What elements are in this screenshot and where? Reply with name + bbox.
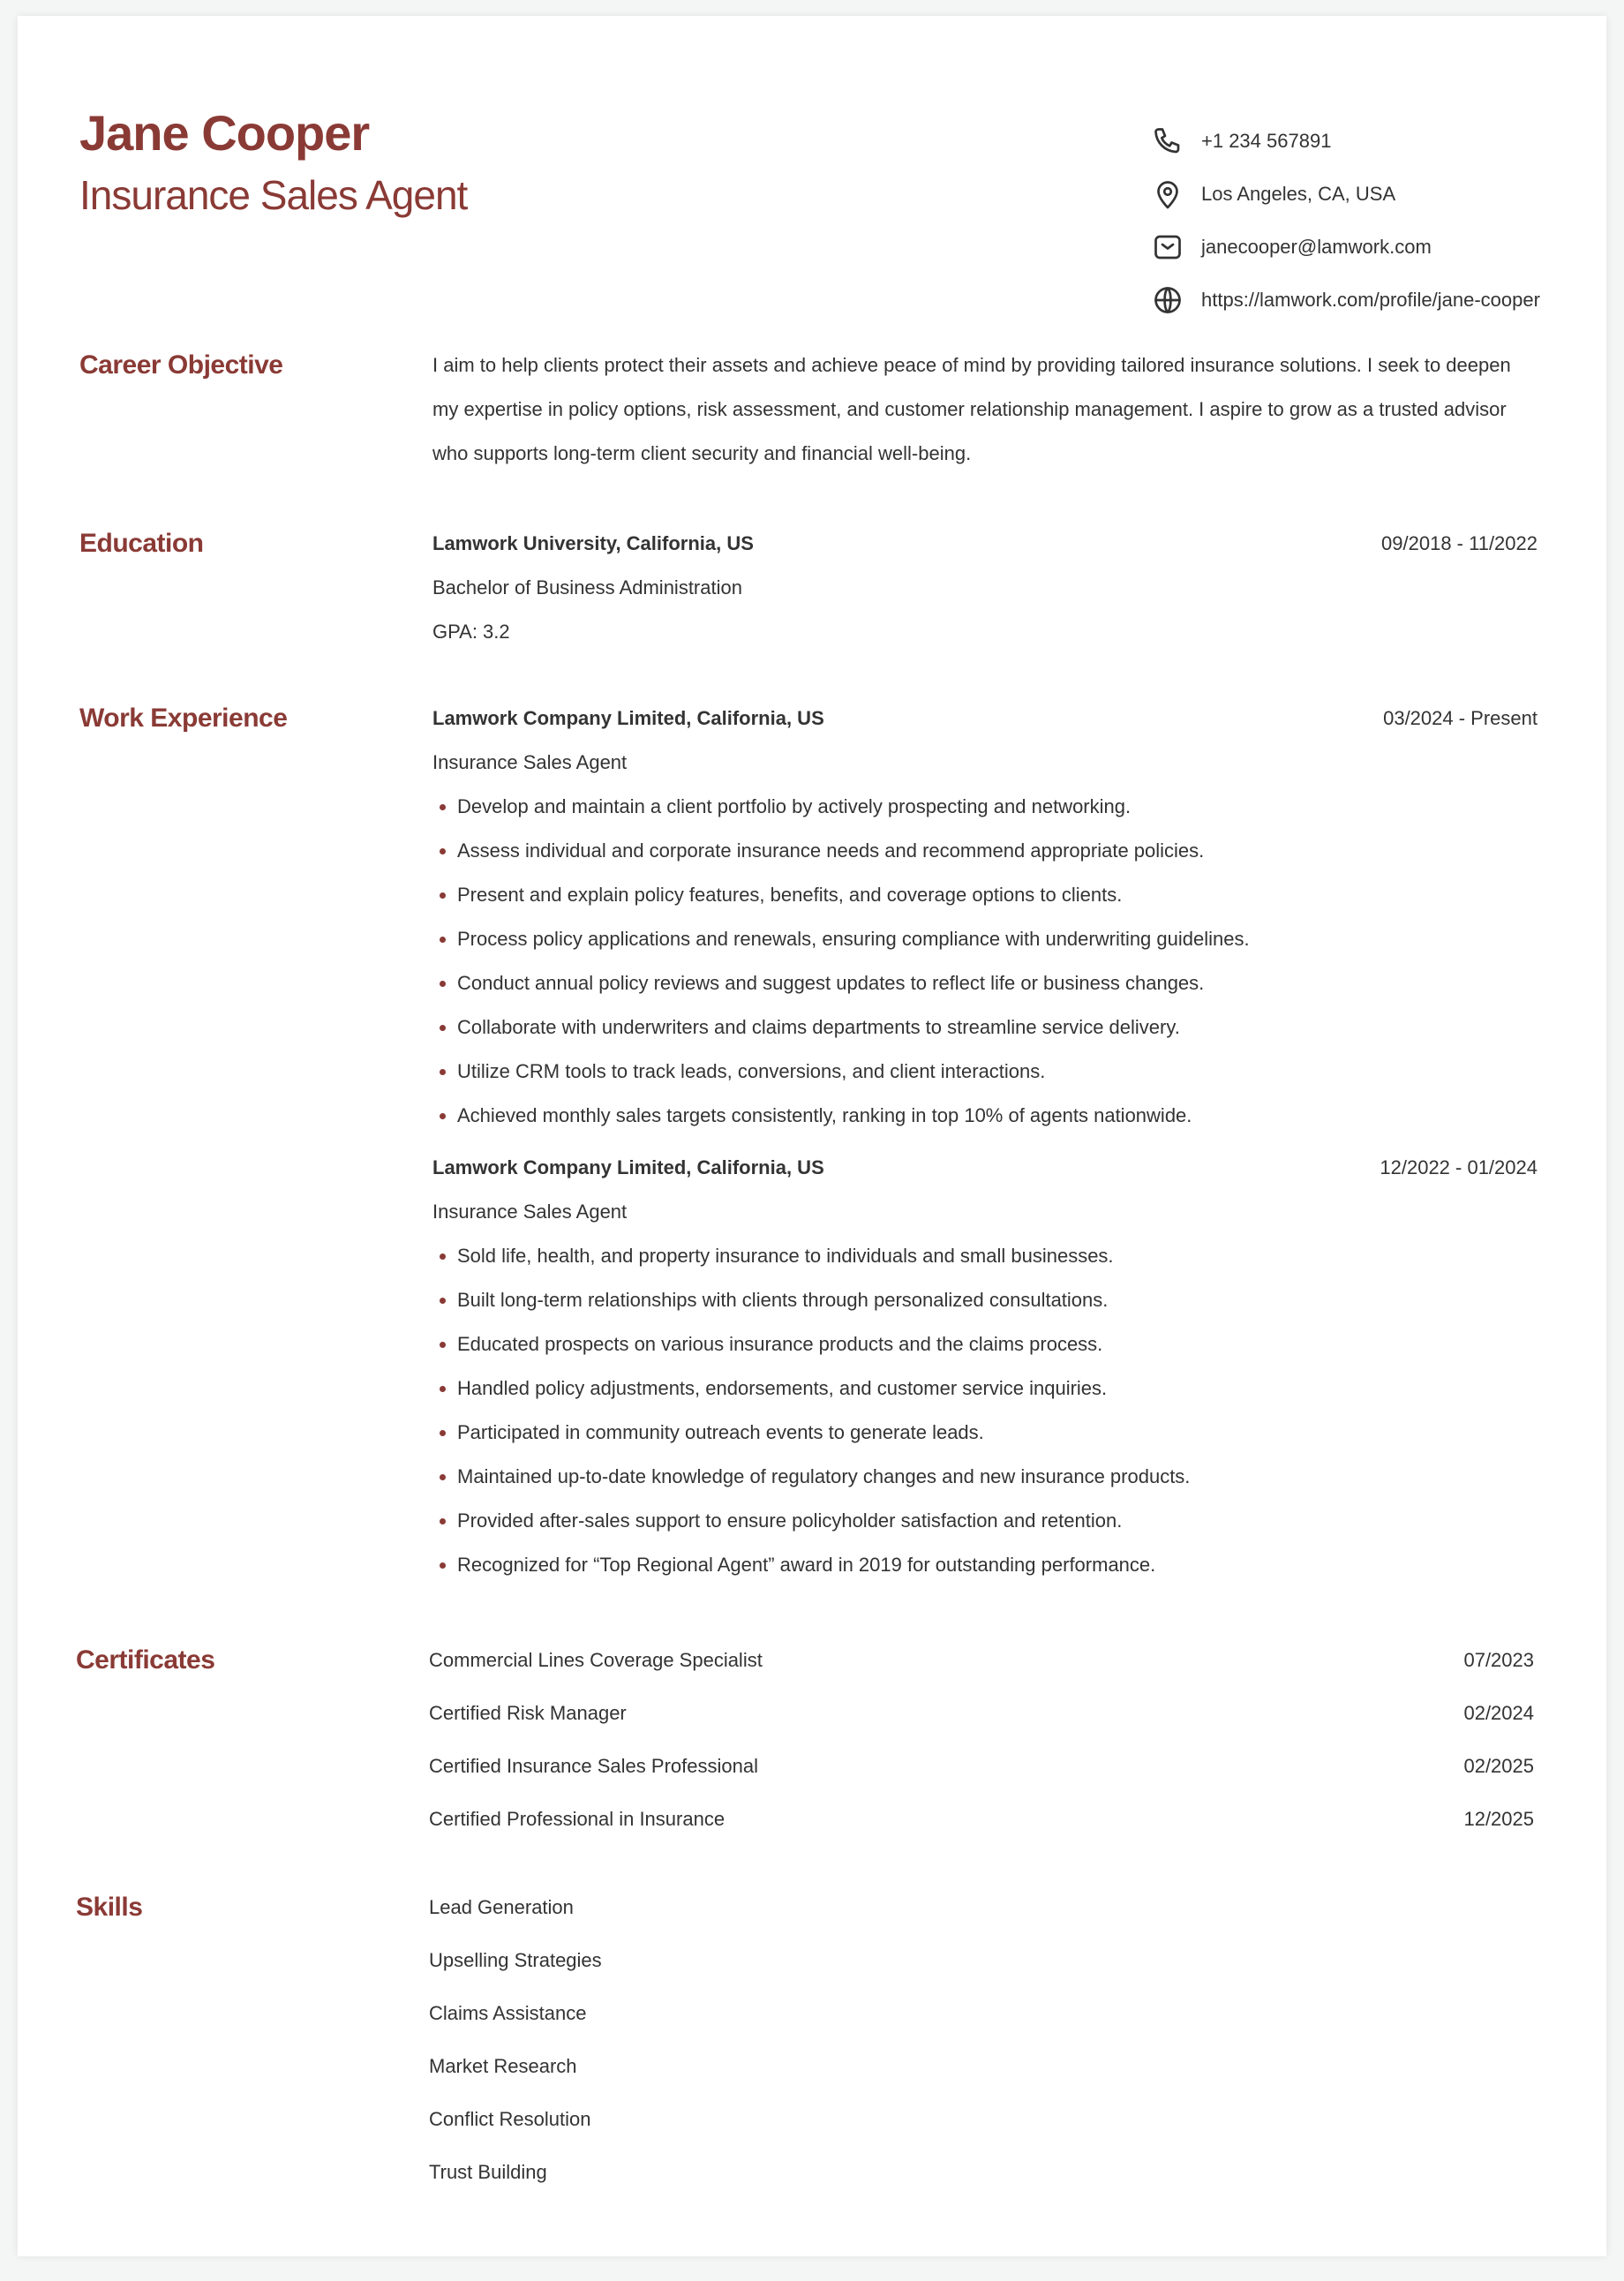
job-header (432, 1146, 1538, 1190)
list-item: Handled policy adjustments, endorsements, and customer service inquiries. (432, 1366, 1538, 1411)
responsibility-list (432, 785, 1538, 1138)
degree: Bachelor of Business Administration (432, 576, 742, 598)
list-item: Achieved monthly sales targets consistently, ranking in top 10% of agents nationwide. (432, 1094, 1538, 1138)
contact-email (1152, 221, 1540, 274)
job-header (432, 696, 1538, 741)
phone-icon (1152, 125, 1184, 157)
company-name: Lamwork Company Limited, California, US (432, 1156, 824, 1178)
list-item: Maintained up-to-date knowledge of regulatory changes and new insurance products. (432, 1455, 1538, 1499)
job-dates: 03/2024 - Present (1383, 707, 1538, 729)
contact-phone (1152, 115, 1540, 168)
job-role: Insurance Sales Agent (432, 1201, 628, 1223)
resume-page (18, 16, 1606, 2256)
job-entry (432, 1146, 1538, 1587)
section-heading: Certificates (76, 1645, 215, 1675)
phone-text: +1 234 567891 (1201, 130, 1332, 152)
skill-item: Lead Generation (429, 1896, 574, 1918)
skill-item: Trust Building (429, 2161, 547, 2183)
website-link[interactable]: https://lamwork.com/profile/jane-cooper (1201, 289, 1540, 311)
globe-icon (1152, 284, 1184, 316)
certificate-row (429, 1687, 1534, 1740)
education-dates: 09/2018 - 11/2022 (1381, 532, 1538, 554)
certificate-name: Certified Insurance Sales Professional (429, 1755, 758, 1777)
certificate-row (429, 1740, 1534, 1793)
job-dates: 12/2022 - 01/2024 (1380, 1156, 1538, 1178)
candidate-name: Jane Cooper (79, 105, 370, 161)
skill-item: Claims Assistance (429, 2002, 587, 2024)
list-item: Develop and maintain a client portfolio by actively prospecting and networking. (432, 785, 1538, 829)
list-item: Sold life, health, and property insurance to individuals and small businesses. (432, 1234, 1538, 1278)
list-item: Educated prospects on various insurance products and the claims process. (432, 1322, 1538, 1366)
contact-website (1152, 274, 1540, 327)
list-item: Present and explain policy features, benefits, and coverage options to clients. (432, 873, 1538, 917)
job-role: Insurance Sales Agent (432, 751, 628, 773)
job-role-row (432, 741, 1538, 785)
email-link[interactable]: janecooper@lamwork.com (1201, 236, 1432, 258)
objective-text: I aim to help clients protect their assets and achieve peace of mind by providing tailored insurance solutions. I seek to deepen my expertise in policy options, risk assessment, and customer relationship management. I aspire to grow as a trusted advisor who supports long-term client security and financial well-being. (432, 354, 1511, 464)
certificate-row (429, 1793, 1534, 1846)
list-item: Conduct annual policy reviews and suggest updates to reflect life or business changes. (432, 961, 1538, 1005)
list-item: Process policy applications and renewals, ensuring compliance with underwriting guidelines. (432, 917, 1538, 961)
section-heading: Work Experience (79, 704, 288, 733)
certificate-date: 02/2024 (1463, 1702, 1534, 1724)
list-item: Participated in community outreach events to generate leads. (432, 1411, 1538, 1455)
skill-item: Conflict Resolution (429, 2108, 591, 2130)
certificate-date: 07/2023 (1463, 1649, 1534, 1671)
location-pin-icon (1152, 178, 1184, 210)
job-title: Insurance Sales Agent (79, 172, 468, 218)
job-entry (432, 696, 1538, 1138)
section-heading: Skills (76, 1893, 143, 1922)
job-role-row (432, 1190, 1538, 1234)
list-item: Collaborate with underwriters and claims departments to streamline service delivery. (432, 1005, 1538, 1050)
skill-item: Market Research (429, 2055, 577, 2077)
certificate-date: 02/2025 (1463, 1755, 1534, 1777)
skill-item: Upselling Strategies (429, 1949, 602, 1971)
school-name: Lamwork University, California, US (432, 532, 754, 554)
certificate-name: Certified Risk Manager (429, 1702, 627, 1724)
list-item: Assess individual and corporate insurance needs and recommend appropriate policies. (432, 829, 1538, 873)
certificate-date: 12/2025 (1463, 1808, 1534, 1830)
company-name: Lamwork Company Limited, California, US (432, 707, 824, 729)
contact-list (1152, 115, 1540, 327)
list-item: Built long-term relationships with clients through personalized consultations. (432, 1278, 1538, 1322)
list-item: Utilize CRM tools to track leads, conversions, and client interactions. (432, 1050, 1538, 1094)
gpa: GPA: 3.2 (432, 621, 510, 643)
location-text: Los Angeles, CA, USA (1201, 183, 1396, 205)
section-heading: Education (79, 529, 204, 558)
certificate-name: Commercial Lines Coverage Specialist (429, 1649, 763, 1671)
certificate-row (429, 1634, 1534, 1687)
list-item: Provided after-sales support to ensure policyholder satisfaction and retention. (432, 1499, 1538, 1543)
list-item: Recognized for “Top Regional Agent” award in 2019 for outstanding performance. (432, 1543, 1538, 1587)
responsibility-list (432, 1234, 1538, 1587)
contact-location (1152, 168, 1540, 221)
certificate-name: Certified Professional in Insurance (429, 1808, 726, 1830)
mail-icon (1152, 231, 1184, 263)
section-heading: Career Objective (79, 350, 283, 380)
